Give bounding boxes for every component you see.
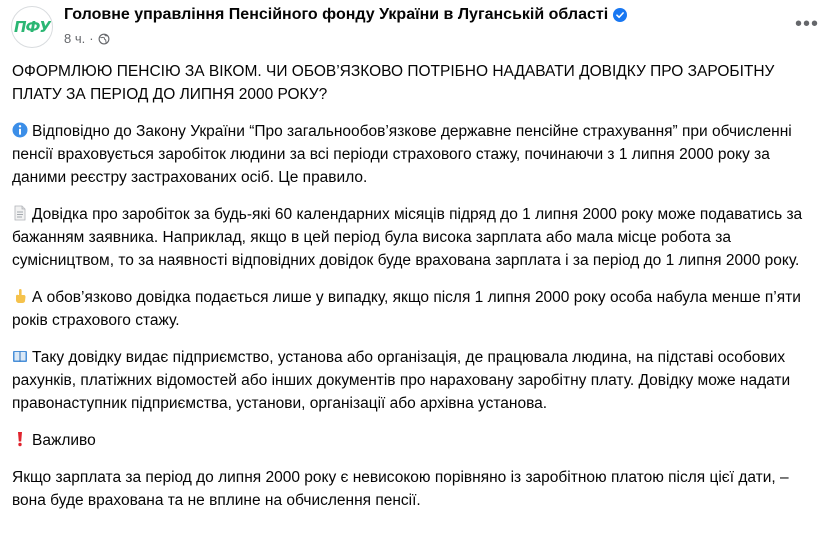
avatar-logo-text: ПФУ (14, 18, 50, 36)
information-icon (12, 122, 28, 138)
globe-icon[interactable] (98, 33, 110, 45)
post-header (10, 4, 824, 52)
paragraph-text: Відповідно до Закону України “Про загальнообов’язкове державне пенсійне страхування” при обчисленні пенсії враховується заробіток людини за всі періоди страхового стажу, починаючи з 1 липня 2000 року за даними реєстру застрахованих осіб. Це правило. (12, 123, 792, 186)
paragraph-issuer (12, 346, 826, 415)
book-icon (12, 348, 28, 364)
paragraph-mandatory (12, 286, 826, 332)
pointing-up-icon (12, 288, 28, 304)
exclamation-icon (12, 431, 28, 447)
more-options-button[interactable]: ••• (794, 12, 819, 35)
paragraph-info (12, 120, 826, 189)
page-avatar[interactable] (11, 6, 53, 48)
paragraph-text: Таку довідку видає підприємство, установа або організація, де працювала людина, на підставі особових рахунків, платіжних відомостей або інших документів про нараховану заробітну плату. Довідку може надати правонаступник підприємства, установи, організації або архівна установа. (12, 349, 791, 412)
post-time-link[interactable]: 8 ч. (64, 31, 86, 46)
meta-separator: · (89, 31, 94, 46)
page-name-link[interactable]: Головне управління Пенсійного фонду України в Луганській області (64, 6, 609, 23)
verified-badge-icon (613, 8, 627, 22)
paragraph-text: Довідка про заробіток за будь-які 60 календарних місяців підряд до 1 липня 2000 року може подаватись за бажанням заявника. Наприклад, якщо в цей період була висока зарплата або мала місце робота за сумісництвом, то за наявності відповідних довідок буде врахована зарплата і за період до 1 липня 2000 року. (12, 206, 803, 269)
post-title: ОФОРМЛЮЮ ПЕНСІЮ ЗА ВІКОМ. ЧИ ОБОВ’ЯЗКОВО ПОТРІБНО НАДАВАТИ ДОВІДКУ ПРО ЗАРОБІТНУ ПЛАТУ ЗА ПЕРІОД ДО ЛИПНЯ 2000 РОКУ? (12, 63, 775, 103)
paragraph-text: Якщо зарплата за період до липня 2000 року є невисокою порівняно із заробітною платою після цієї дати, – вона буде врахована та не вплине на обчислення пенсії. (12, 469, 789, 509)
post-meta (64, 31, 110, 46)
paragraph-important (12, 429, 826, 452)
document-icon (12, 205, 28, 221)
page-name-row (64, 6, 627, 24)
paragraph-conclusion (12, 466, 826, 512)
paragraph-document (12, 203, 826, 272)
paragraph-text: Важливо (32, 432, 96, 449)
post-content (12, 60, 826, 526)
paragraph-text: А обов’язково довідка подається лише у випадку, якщо після 1 липня 2000 року особа набула менше п’яти років страхового стажу. (12, 289, 801, 329)
